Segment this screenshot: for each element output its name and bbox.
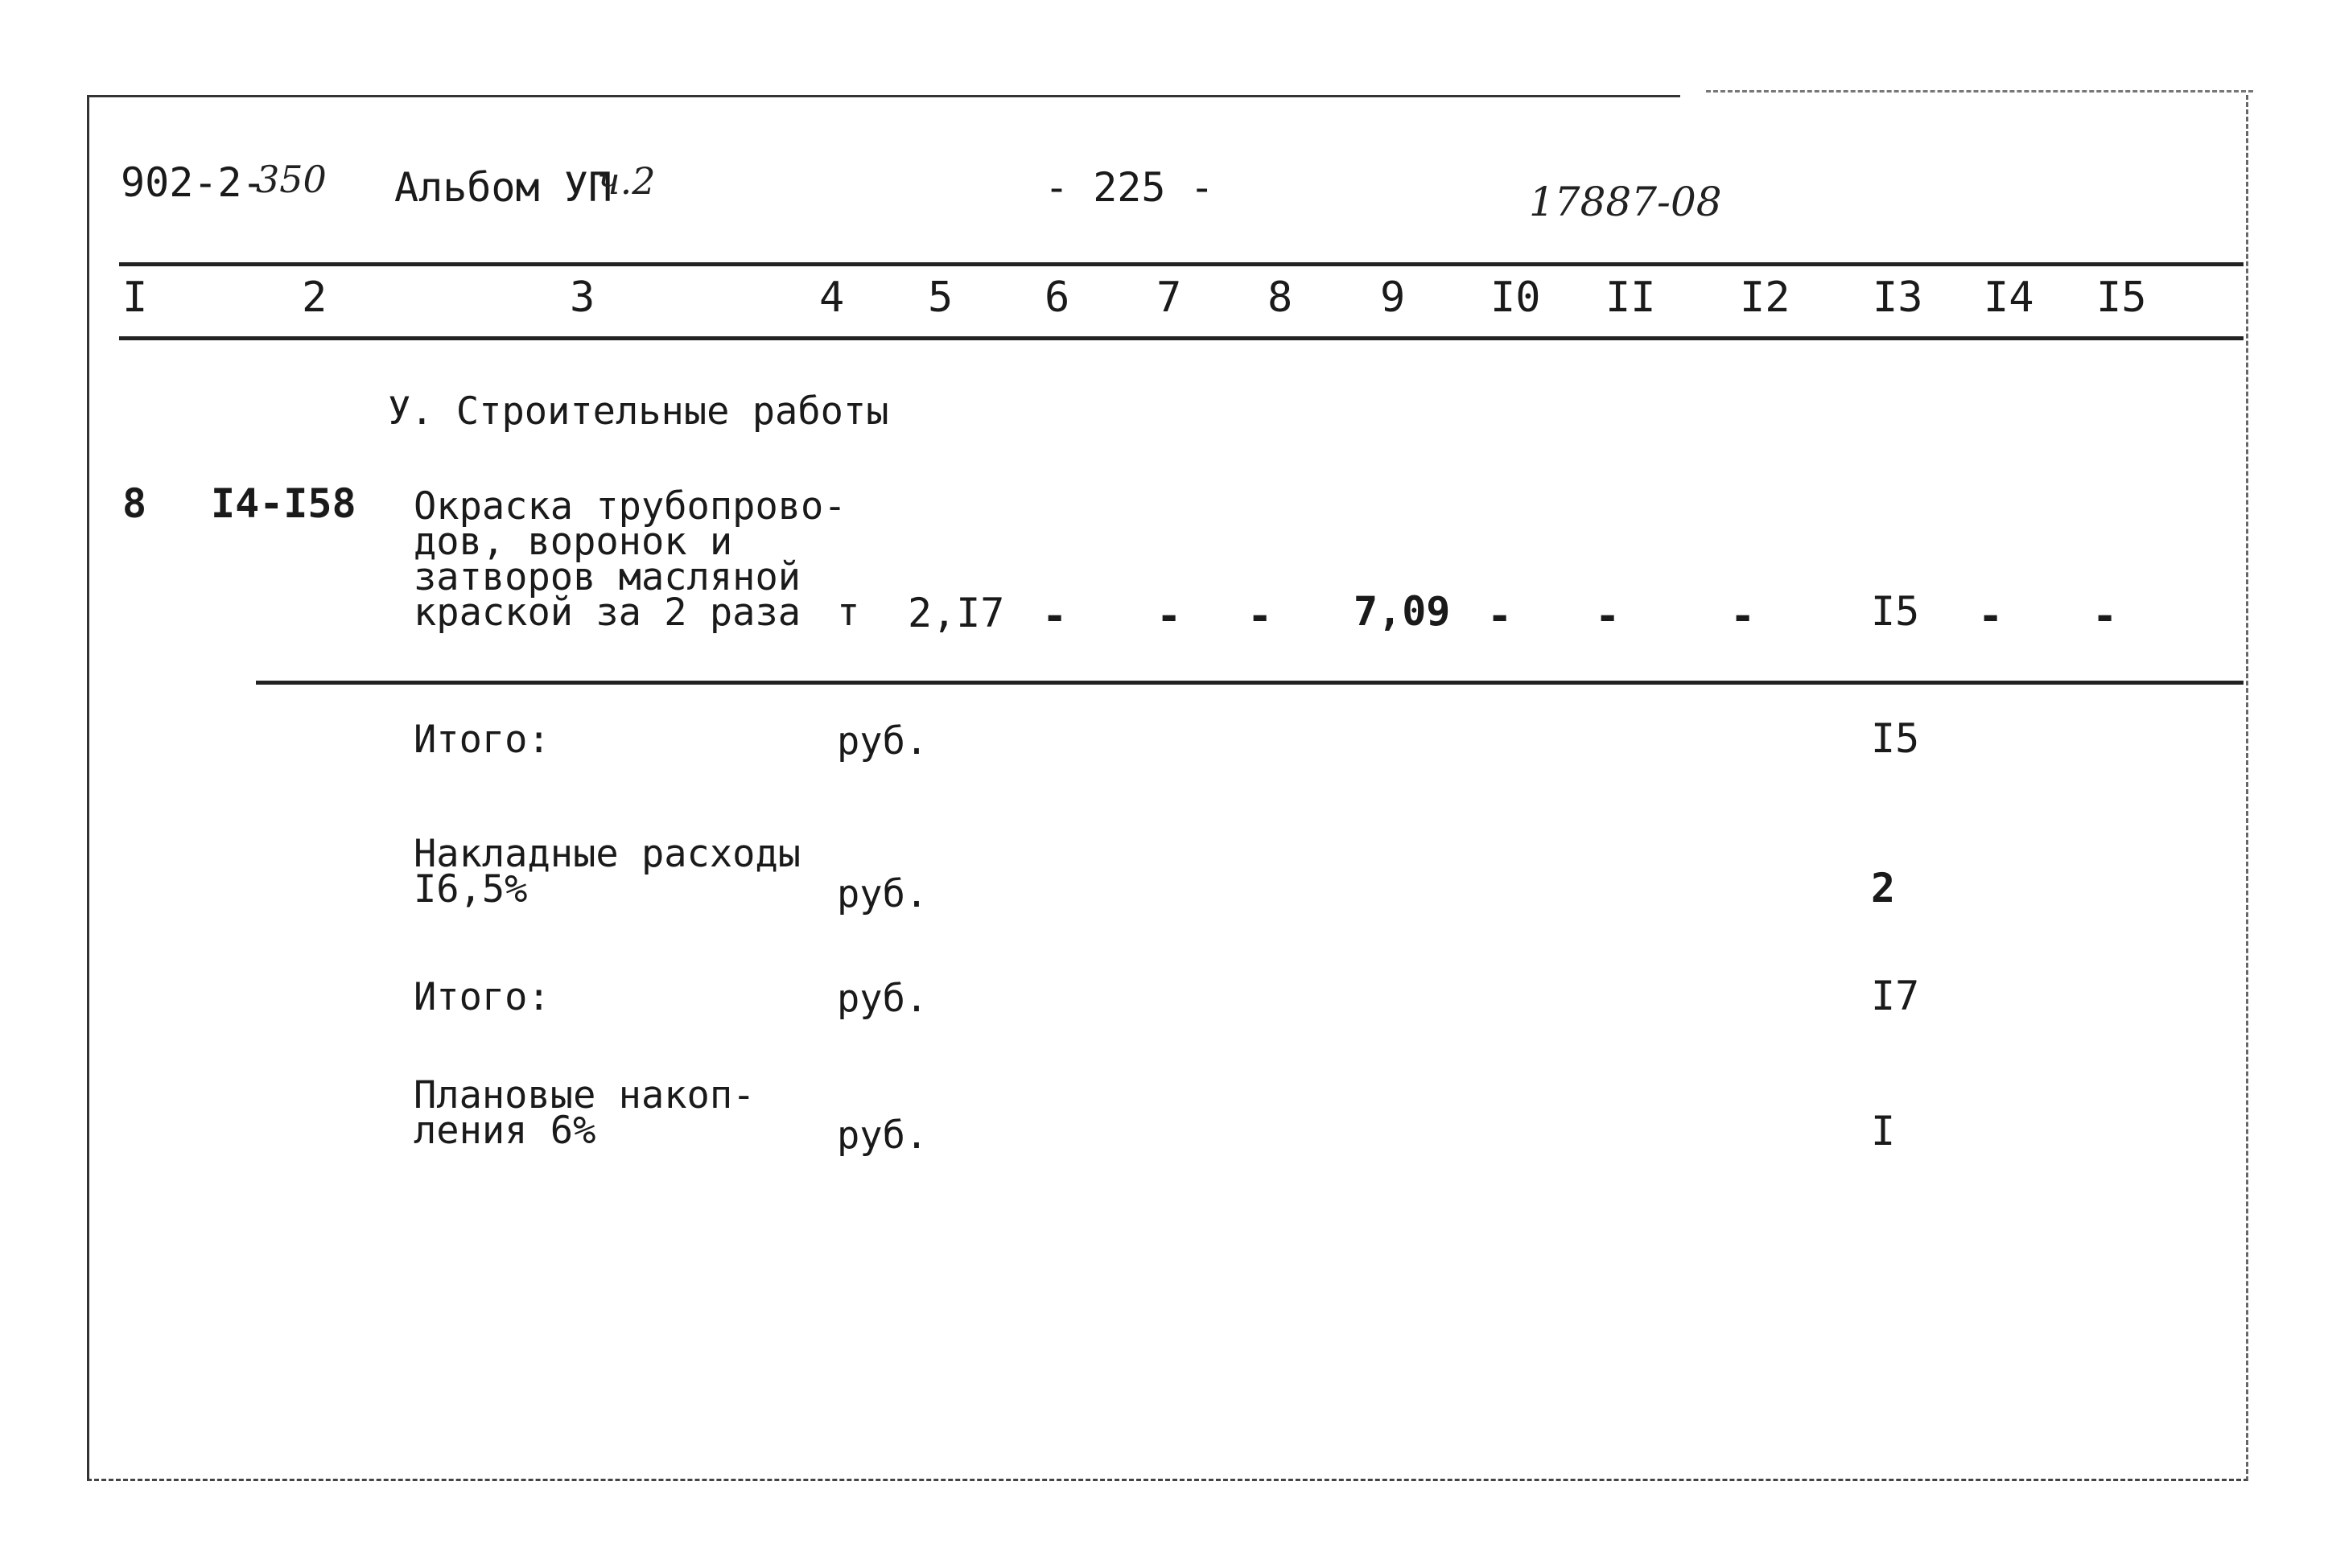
planned-savings-label-line-1: Плановые накоп- (414, 1073, 756, 1117)
item-col9-value: 7,09 (1354, 588, 1451, 635)
item-col7-dash: - (1156, 592, 1182, 640)
item-col6-dash: - (1042, 592, 1068, 640)
header-bottom-rule (119, 336, 2244, 340)
total-1-value: I5 (1871, 715, 1920, 762)
col-7: 7 (1156, 274, 1182, 322)
col-10: I0 (1490, 274, 1541, 322)
item-desc-line-4: краской за 2 раза (414, 591, 801, 635)
item-code: I4-I58 (211, 480, 356, 527)
header-top-rule (119, 262, 2244, 266)
col-14: I4 (1984, 274, 2034, 322)
item-desc-line-2: дов, воронок и (414, 520, 733, 564)
item-col14-dash: - (1978, 592, 2004, 640)
item-col8-dash: - (1247, 592, 1273, 640)
item-desc-line-1: Окраска трубопрово- (414, 484, 847, 529)
doc-code: 902-2- (121, 159, 266, 206)
col-9: 9 (1380, 274, 1406, 322)
item-col12-dash: - (1730, 592, 1756, 640)
album-label: Альбом УП (394, 164, 612, 211)
inventory-number-handwritten: 17887-08 (1529, 179, 1722, 225)
page-number: - 225 - (1045, 164, 1214, 211)
total-1-unit: руб. (837, 719, 929, 763)
item-number: 8 (122, 480, 147, 527)
col-1: I (122, 274, 148, 322)
overhead-label-line-2: I6,5% (414, 867, 528, 912)
col-3: 3 (570, 274, 595, 322)
item-unit: т (837, 591, 860, 635)
col-12: I2 (1740, 274, 1790, 322)
frame-top-line-faint (1706, 90, 2253, 93)
total-2-unit: руб. (837, 977, 929, 1021)
item-col11-dash: - (1595, 592, 1621, 640)
col-5: 5 (928, 274, 954, 322)
planned-savings-value: I (1871, 1108, 1896, 1154)
frame-top-line (87, 95, 1680, 97)
col-2: 2 (302, 274, 328, 322)
col-4: 4 (819, 274, 845, 322)
col-8: 8 (1267, 274, 1293, 322)
section-title: У. Строительные работы (388, 389, 889, 434)
item-col15-dash: - (2092, 592, 2118, 640)
total-2-value: I7 (1871, 973, 1920, 1019)
planned-savings-label-line-2: ления 6% (414, 1109, 596, 1153)
total-2-label: Итого: (414, 975, 550, 1019)
item-desc-line-3: затворов масляной (414, 555, 801, 599)
col-11: II (1605, 274, 1656, 322)
col-6: 6 (1045, 274, 1070, 322)
doc-code-handwritten: 350 (256, 158, 327, 201)
item-col13-value: I5 (1871, 588, 1920, 635)
item-col10-dash: - (1487, 592, 1513, 640)
item-col5-value: 2,I7 (908, 590, 1005, 636)
album-handwritten: ч.2 (597, 159, 656, 203)
overhead-value: 2 (1871, 865, 1896, 912)
planned-savings-unit: руб. (837, 1113, 929, 1158)
overhead-unit: руб. (837, 872, 929, 916)
col-15: I5 (2096, 274, 2147, 322)
item-separator-rule (256, 681, 2244, 685)
total-1-label: Итого: (414, 718, 550, 762)
overhead-label-line-1: Накладные расходы (414, 832, 801, 876)
col-13: I3 (1873, 274, 1923, 322)
